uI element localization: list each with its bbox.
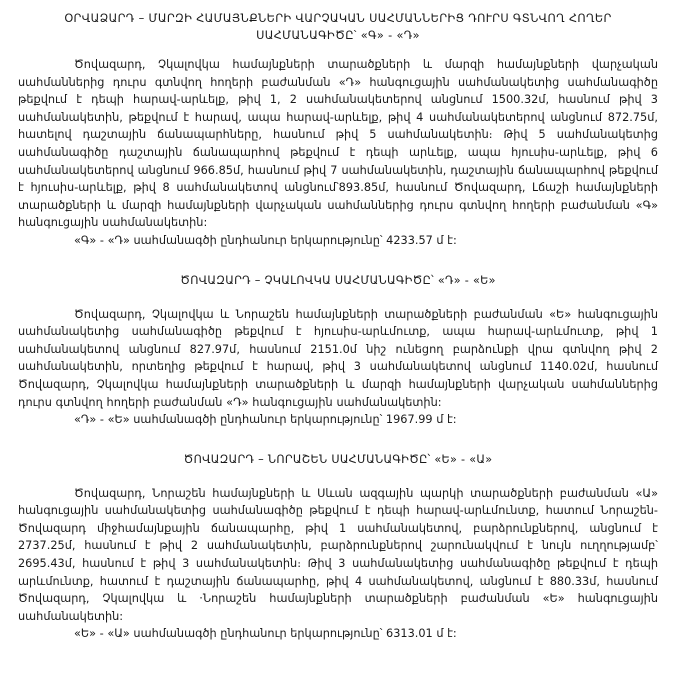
section-ea: [18, 452, 658, 643]
section-de-heading: ԾՈՎԱԶԱՐԴ – ՉԿԱԼՈՎԿԱ ՍԱՀՄԱՆԱԳԻԾԸ՝ «Դ» - «Ե»: [180, 273, 496, 287]
heading-gap-2: [18, 289, 658, 306]
section-gd: [18, 56, 658, 250]
section-de: [18, 273, 658, 429]
document-title-line-2: ՍԱՀՄԱՆԱԳԻԾԸ՝ «Գ» - «Դ»: [256, 29, 420, 42]
document-title-line-1: ՕՐՎԱՁԱՐԴ – ՄԱՐԶԻ ՀԱՄԱՅՆՔՆԵՐԻ ՎԱՐՉԱԿԱՆ ՍԱՀՄԱՆՆԵՐԻՑ ԴՈՒՐՍ ԳՏՆՎՈՂ ՀՈՂԵՐ: [64, 12, 612, 25]
section-ea-heading: ԾՈՎԱԶԱՐԴ – ՆՈՐԱՇԵՆ ՍԱՀՄԱՆԱԳԻԾԸ՝ «Ե» - «Ա»: [183, 452, 493, 466]
section-gap-1: [18, 250, 658, 273]
title-spacer: [18, 44, 658, 56]
section-gd-paragraph: Ծովազարդ, Չկալովկա համայնքների տարածքների և մարզի համայնքների վարչական սահմաններից դուրս գտնվող հողերի բաժանման «Դ» հանգուցային սահմանակետից սահմանագիծը թեքվում է դեպի հարավ-արևելք, թիվ 1, 2 սահմանակետերով անցնում 1500.32մ, հասնում թիվ 3 սահմանակետին, թեքվում է հարավ, ապա հարավ-արևելք, թիվ 4 սահմանակետերով անցնում 872.75մ, հատելով դաշտային ճանապարհները, հասնում թիվ 5 սահմանակետին։ Թիվ 5 սահմանակետից սահմանագիծը դաշտային ճանապարհով թեքվում է դեպի արևելք, ապա հյուսիս-արևելք, թիվ 6 սահմանակետերով անցնում 966.85մ, հասնում թիվ 7 սահմանակետին, դաշտային ճանապարհով թեքվում է հյուսիս-արևելք, թիվ 8 սահմանակետով անցնում՝893.85մ, հասնում Ծովազարդ, Լճաշի համայնքների տարածքների և մարզի համայնքների վարչական սահմաններից դուրս գտնվող հողերի բաժանման «Գ» հանգուցային սահմանակետին:: [18, 58, 658, 230]
section-de-result: «Դ» - «Ե» սահմանագծի ընդհանուր երկարությունը՝ 1967.99 մ է:: [74, 413, 457, 427]
section-gd-result: «Գ» - «Դ» սահմանագծի ընդհանուր երկարությունը՝ 4233.57 մ է:: [74, 233, 457, 247]
heading-gap-3: [18, 468, 658, 485]
section-ea-paragraph: Ծովազարդ, Նորաշեն համայնքների և Սևան ազգային պարկի տարածքների բաժանման «Ա» հանգուցային սահմանակետից սահմանագիծը թեքվում է դեպի հարավ-արևմունտք, հատում Նորաշեն-Ծովազարդ միջհամայնքային ճանապարհը, թիվ 1 սահմանակետով, բարձրունքներով, անցնում է 2737.25մ, հասնում է թիվ 2 սահմանակետին, բարձրունքներով շարունակվում է նույն ուղղությամբ՝ 2695.43մ, հասնում է թիվ 3 սահմանակետին։ Թիվ 3 սահմանակետից սահմանագիծը թեքվում է դեպի արևմունտք, հատում է դաշտային ճանապարհը, թիվ 4 սահմանակետով, անցնում է 880.33մ, հասնում Ծովազարդ, Չկալովկա և ·Նորաշեն համայնքների տարածքների բաժանման «Ե» հանգուցային սահմանակետին:: [18, 486, 658, 623]
document-title: [18, 10, 658, 44]
section-ea-result: «Ե» - «Ա» սահմանագծի ընդհանուր երկարությունը՝ 6313.01 մ է:: [74, 627, 457, 641]
section-gap-2: [18, 429, 658, 452]
section-de-paragraph: Ծովազարդ, Չկալովկա և Նորաշեն համայնքների տարածքների բաժանման «Ե» հանգուցային սահմանակետից սահմանագիծը թեքվում է հյուսիս-արևմուտք, ապա հարավ-արևմուտք, թիվ 1 սահմանակետով անցնում 827.97մ, հասնում 2151.0մ նիշ ունեցող բարձունքի վրա գտնվող թիվ 2 սահմանակետին, որտեղից թեքվում է հարավ, թիվ 3 սահմանակետով անցնում 1140.02մ, հասնում Ծովազարդ, Չկալովկա համայնքների տարածքների և մարզի համայնքների վարչական սահմաններից դուրս գտնվող հողերի բաժանման «Դ» հանգուցային սահմանակետին:: [18, 307, 658, 409]
